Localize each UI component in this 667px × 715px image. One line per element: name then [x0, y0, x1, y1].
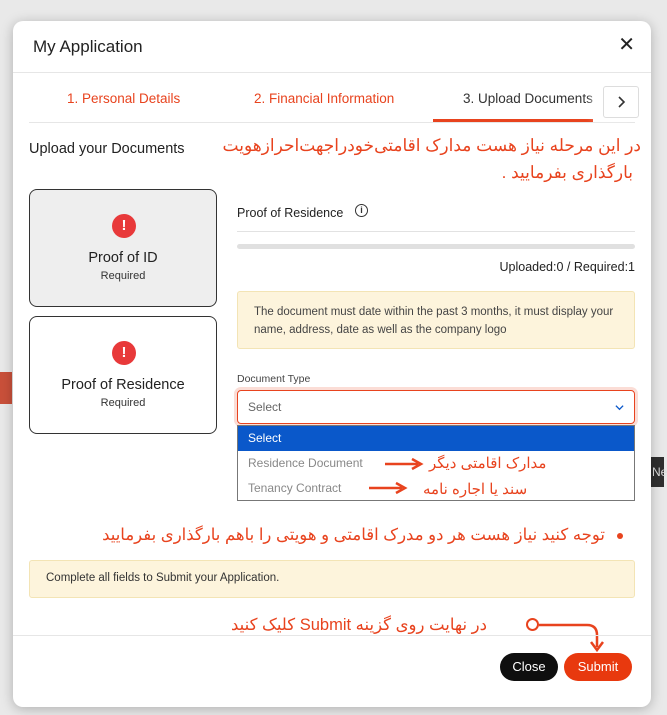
- detail-title: Proof of Residence: [237, 206, 344, 220]
- alert-icon: !: [112, 214, 136, 238]
- document-card-proof-of-residence[interactable]: [29, 316, 217, 434]
- tabs-next-button[interactable]: [603, 86, 639, 118]
- document-name: Proof of ID: [88, 250, 158, 266]
- select-value: Select: [248, 400, 282, 414]
- document-status: Required: [100, 397, 146, 409]
- document-type-select[interactable]: [237, 390, 635, 424]
- divider: [237, 231, 635, 232]
- dropdown-option-residence-document[interactable]: Residence Document: [248, 456, 363, 470]
- upload-progress-bar: [237, 244, 635, 249]
- complete-fields-notice: Complete all fields to Submit your Application.: [29, 560, 635, 598]
- close-button[interactable]: Close: [500, 653, 558, 681]
- document-list: [19, 173, 228, 474]
- dropdown-option-tenancy-contract[interactable]: Tenancy Contract: [248, 481, 342, 495]
- info-icon[interactable]: i: [355, 204, 368, 217]
- bullet-icon: [617, 533, 623, 539]
- annotation-top-line2: بارگذاری بفرمایید .: [501, 163, 633, 182]
- chevron-down-icon: [615, 403, 624, 412]
- background-panel-edge: Ne: [650, 457, 664, 487]
- background-strip: [0, 372, 12, 404]
- modal-title: My Application: [33, 37, 143, 56]
- submit-button[interactable]: Submit: [564, 653, 632, 681]
- close-icon[interactable]: ✕: [618, 34, 635, 56]
- modal-header: [13, 21, 651, 73]
- annotation-residence-document: مدارک اقامتی دیگر: [429, 455, 547, 472]
- annotation-final-note: در نهایت روی گزینه Submit کلیک کنید: [231, 616, 487, 634]
- bullet-note-text: توجه کنید نیاز هست هر دو مدرک اقامتی و هویتی را باهم بارگذاری بفرمایید: [102, 526, 605, 544]
- dropdown-option-select[interactable]: Select: [238, 426, 634, 451]
- tab-personal-details[interactable]: 1. Personal Details: [67, 91, 181, 106]
- document-status: Required: [100, 270, 146, 282]
- curved-arrow-icon: [537, 621, 609, 655]
- chevron-right-icon: [615, 96, 627, 108]
- arrow-right-icon: [369, 483, 409, 493]
- document-name: Proof of Residence: [61, 377, 185, 393]
- annotation-bullet-note: [102, 525, 623, 545]
- arrow-right-icon: [385, 459, 425, 469]
- alert-icon: !: [112, 341, 136, 365]
- upload-count: Uploaded:0 / Required:1: [499, 260, 635, 274]
- step-tabs: [29, 73, 635, 123]
- annotation-top-line1: در این مرحله نیاز هست مدارک اقامتی‌خودراجهت‌احرازهویت: [222, 136, 641, 155]
- tab-financial-information[interactable]: 2. Financial Information: [254, 91, 395, 106]
- footer-divider: [13, 635, 651, 636]
- application-modal: [13, 21, 651, 707]
- annotation-tenancy-contract: سند یا اجاره نامه: [423, 481, 528, 498]
- document-card-proof-of-id[interactable]: [29, 189, 217, 307]
- tab-upload-documents[interactable]: 3. Upload Documents: [463, 91, 593, 106]
- section-title: Upload your Documents: [29, 141, 185, 157]
- active-tab-indicator: [433, 119, 593, 122]
- document-requirement-notice: The document must date within the past 3 months, it must display your name, address, date as well as the company logo: [237, 291, 635, 349]
- document-type-label: Document Type: [237, 373, 311, 385]
